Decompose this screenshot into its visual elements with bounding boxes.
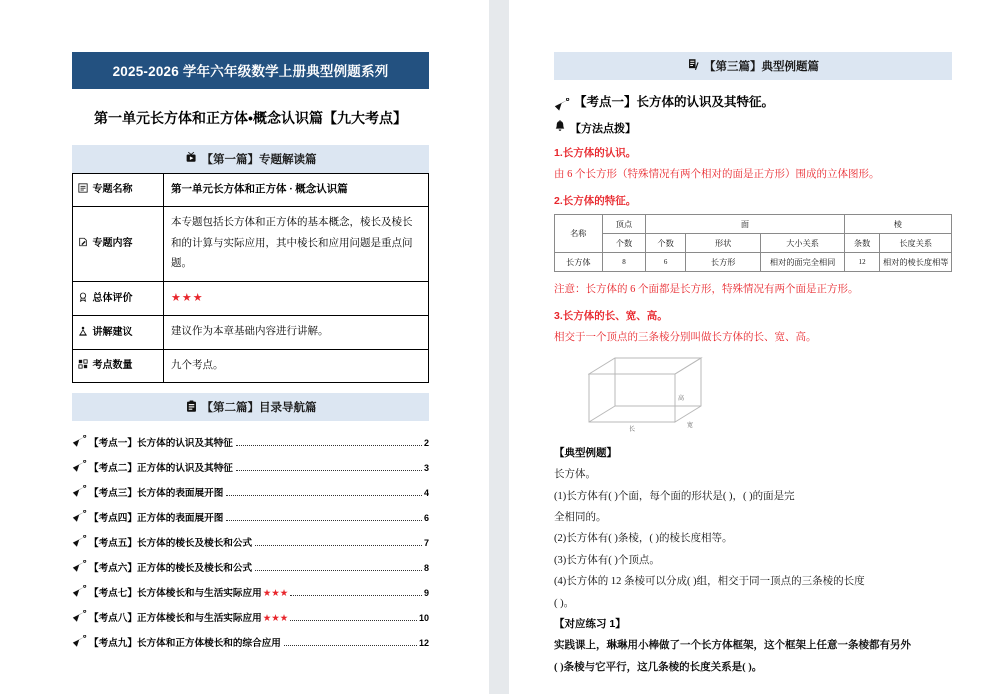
toc-leader-dots (226, 495, 422, 496)
header-name: 名称 (555, 215, 603, 253)
toc-entry-stars: ★★★ (262, 613, 289, 625)
toc-entry-label: 【考点七】长方体棱长和与生活实际应用 (89, 588, 262, 600)
row-label: 讲解建议 (92, 326, 133, 338)
rating-stars: ★★★ (171, 291, 204, 304)
cell-edge-relation: 相对的棱长度相等 (880, 253, 952, 272)
cell-vertex-count: 8 (602, 253, 646, 272)
toc-entry-4[interactable] (72, 499, 429, 524)
toc-entry-page: 2 (423, 438, 429, 449)
toc-leader-dots (290, 595, 422, 596)
cell-face-shape: 长方形 (685, 253, 760, 272)
header-vertex-count: 个数 (602, 234, 646, 253)
table-header-row-2 (555, 234, 952, 253)
example-line-6: ( )。 (554, 597, 575, 609)
method-heading (554, 120, 952, 136)
toc-leader-dots (255, 570, 422, 571)
row-value: 第一单元长方体和正方体 · 概念认识篇 (164, 174, 429, 207)
header-vertex: 顶点 (602, 215, 646, 234)
row-label: 总体评价 (92, 292, 133, 304)
cursor-icon (72, 460, 87, 473)
toc-entry-3[interactable] (72, 474, 429, 499)
toc-leader-dots (236, 445, 422, 446)
section-1-body: 由 6 个长方形（特殊情况有两个相对的面是正方形）围成的立体图形。 (554, 169, 880, 180)
tv-icon (185, 151, 198, 167)
cursor-icon (72, 585, 87, 598)
cell-face-relation: 相对的面完全相同 (761, 253, 844, 272)
toc-entry-label: 【考点八】正方体棱长和与生活实际应用 (89, 613, 262, 625)
toc-leader-dots (284, 645, 417, 646)
practice-line-1: ( )条棱与它平行，这几条棱的长度关系是( )。 (554, 661, 763, 673)
page-right (509, 0, 997, 694)
table-row (73, 349, 429, 382)
section-band-three-label: 【第三篇】典型例题篇 (704, 61, 819, 73)
toc-entry-label: 【考点五】长方体的棱长及棱长和公式 (89, 538, 253, 550)
example-heading: 【典型例题】 (554, 447, 617, 460)
table-row (73, 174, 429, 207)
toc-entry-page: 9 (423, 588, 429, 599)
practice-line-0: 实践课上，琳琳用小棒做了一个长方体框架，这个框架上任意一条棱都有另外 (554, 640, 911, 652)
toc-entry-page: 3 (423, 463, 429, 474)
edit-doc-icon (78, 238, 91, 249)
toc-entry-label: 【考点二】正方体的认识及其特征 (89, 463, 233, 475)
row-label-cell (73, 281, 164, 315)
table-row (73, 316, 429, 349)
note-text: 注意：长方体的 6 个面都是长方形，特殊情况有两个面是正方形。 (554, 284, 859, 296)
toc-entry-label: 【考点一】长方体的认识及其特征 (89, 438, 233, 450)
section-band-two (72, 393, 429, 421)
cursor-icon (72, 560, 87, 573)
example-line-2: 全相同的。 (554, 511, 607, 523)
toc-leader-dots (236, 470, 422, 471)
table-row (555, 253, 952, 272)
toc-entry-page: 8 (423, 563, 429, 574)
row-value: 建议作为本章基础内容进行讲解。 (164, 316, 429, 349)
table-header-row-1 (555, 215, 952, 234)
cursor-icon (72, 510, 87, 523)
toc-leader-dots (226, 520, 422, 521)
row-value (164, 281, 429, 315)
cell-name: 长方体 (555, 253, 603, 272)
table-of-contents (72, 424, 429, 649)
toc-entry-stars: ★★★ (262, 588, 289, 600)
toc-entry-6[interactable] (72, 549, 429, 574)
header-face-shape: 形状 (685, 234, 760, 253)
header-face-count: 个数 (646, 234, 686, 253)
section-band-one-label: 【第一篇】专题解读篇 (201, 154, 317, 166)
example-line-3: (2)长方体有( )条棱，( )的棱长度相等。 (554, 533, 733, 545)
cell-face-count: 6 (646, 253, 686, 272)
method-heading-text: 【方法点拨】 (570, 123, 636, 135)
row-label-cell (73, 174, 164, 207)
toc-entry-8[interactable] (72, 599, 429, 624)
keypoint-title-text: 【考点一】长方体的认识及其特征。 (574, 95, 775, 109)
toc-leader-dots (255, 545, 422, 546)
grid-icon (78, 360, 91, 371)
label-height: 高 (678, 395, 685, 403)
page-left (0, 0, 489, 694)
section-band-one (72, 145, 429, 173)
label-width: 宽 (687, 422, 694, 430)
example-line-0: 长方体。 (554, 469, 596, 481)
cursor-icon (554, 98, 569, 111)
header-face-relation: 大小关系 (761, 234, 844, 253)
example-line-4: (3)长方体有( )个顶点。 (554, 554, 660, 566)
header-edge: 棱 (844, 215, 951, 234)
row-label: 考点数量 (92, 360, 133, 372)
row-value: 九个考点。 (164, 349, 429, 382)
toc-entry-9[interactable] (72, 624, 429, 649)
toc-entry-page: 4 (423, 488, 429, 499)
cursor-icon (72, 535, 87, 548)
toc-entry-2[interactable] (72, 449, 429, 474)
section-3-title: 3.长方体的长、宽、高。 (554, 309, 668, 322)
cursor-icon (72, 435, 87, 448)
page-gutter (489, 0, 509, 694)
page-title: 2025-2026 学年六年级数学上册典型例题系列 (72, 52, 429, 89)
toc-entry-1[interactable] (72, 424, 429, 449)
section-band-three (554, 52, 952, 80)
topic-info-table (72, 173, 429, 383)
toc-entry-page: 7 (423, 538, 429, 549)
toc-entry-page: 12 (418, 638, 429, 649)
header-edge-count: 条数 (844, 234, 880, 253)
row-label: 专题内容 (92, 238, 133, 250)
lecture-icon (78, 327, 91, 338)
keypoint-title (554, 92, 952, 110)
toc-entry-label: 【考点六】正方体的棱长及棱长和公式 (89, 563, 253, 575)
section-1-title: 1.长方体的认识。 (554, 147, 637, 159)
label-length: 长 (629, 426, 636, 434)
clipboard-icon (185, 400, 198, 416)
practice-heading: 【对应练习 1】 (554, 618, 626, 631)
section-2-title: 2.长方体的特征。 (554, 195, 637, 208)
toc-entry-label: 【考点三】长方体的表面展开图 (89, 488, 224, 500)
cursor-icon (72, 485, 87, 498)
header-edge-relation: 长度关系 (880, 234, 952, 253)
example-line-1: (1)长方体有( )个面，每个面的形状是( )，( )的面是完 (554, 490, 795, 502)
medal-icon (78, 293, 91, 304)
toc-entry-label: 【考点四】正方体的表面展开图 (89, 513, 224, 525)
toc-entry-page: 10 (418, 613, 429, 624)
row-label-cell (73, 207, 164, 281)
section-3-body: 相交于一个顶点的三条棱分别叫做长方体的长、宽、高。 (554, 331, 817, 343)
cursor-icon (72, 610, 87, 623)
row-label: 专题名称 (92, 184, 133, 196)
row-value: 本专题包括长方体和正方体的基本概念，棱长及棱长和的计算与实际应用，其中棱长和应用问题是重点问题。 (164, 207, 429, 281)
cell-edge-count: 12 (844, 253, 880, 272)
unit-subtitle: 第一单元长方体和正方体•概念认识篇【九大考点】 (94, 110, 407, 126)
feature-table (554, 214, 952, 272)
row-label-cell (73, 316, 164, 349)
toc-entry-7[interactable] (72, 574, 429, 599)
document-pen-icon (687, 58, 700, 74)
table-row (73, 207, 429, 281)
toc-entry-label: 【考点九】长方体和正方体棱长和的综合应用 (89, 638, 281, 650)
toc-leader-dots (290, 620, 417, 621)
example-line-5: (4)长方体的 12 条棱可以分成( )组，相交于同一顶点的三条棱的长度 (554, 576, 865, 588)
toc-entry-5[interactable] (72, 524, 429, 549)
table-row (73, 281, 429, 315)
toc-entry-page: 6 (423, 513, 429, 524)
bell-icon (554, 120, 566, 136)
header-face: 面 (646, 215, 844, 234)
section-band-two-label: 【第二篇】目录导航篇 (201, 402, 317, 415)
note-icon (78, 184, 91, 195)
cursor-icon (72, 635, 87, 648)
row-label-cell (73, 349, 164, 382)
cuboid-diagram (588, 357, 952, 439)
